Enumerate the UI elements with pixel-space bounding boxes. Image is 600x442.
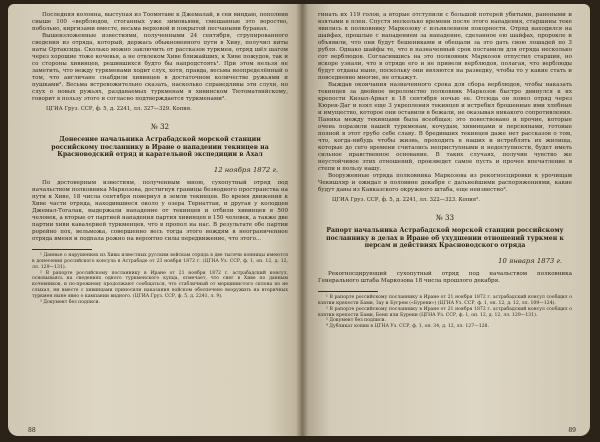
paragraph: Последняя колонна, выступая из Тоомятаве к Джемалай, в сеи виндаю, пополнив свыше 100 «верблюдов, стоганных уже зимовьями, смешанные это вороство, побольно, киргизами вместе, весьма верховой и покрытой песчаными буранах. [32, 12, 288, 32]
document-number: № 33 [435, 213, 455, 222]
footnote-rule [32, 249, 92, 250]
left-page [8, 4, 302, 436]
paragraph: Вооруженные отряда полковника Маркозова из рекогносцировки к урочищам Чекишляр и ожидал в половине декабря с дальнейшими распоряжениями, какие будут даны из Кавказского окружного штаба, еще неизвестно². [318, 173, 572, 193]
right-page [302, 4, 590, 436]
document-date: 10 января 1873 г. [498, 256, 562, 265]
footnote: ² В рапорте российскому посланнику в Иране от 21 ноября 1872 г. астрабадский консул, основываясь на сведениях одного туркменского купца, отмечает, что снег в Хиве по данным кочевников, и по-прежнему продолжают сообщаться, что стабличный от морщинистого склона по не слыхал, ни вместе с хивинцами приносили наказания войском обеспечено вооружить на вторичных туркмен ныне явно о кампании видного. (ЦГИА Груз. ССР, ф. 5, д. 2241, л. 9). [32, 270, 288, 300]
document-body: Рекогносцирующий сухопутный отряд под начальством полковника Генерального штаба Маркозова 18 числа прошлого декабря. [318, 270, 572, 284]
document-number: № 32 [150, 122, 170, 131]
paragraph: Выждав окончания назначенного срока для сбора верблюдов, чтобы наказать текинцев за двойное вероломство полковник Маркозов быстро двинулся к их крепости Кизыл-Арват в 18 сентября ночью ее. Отсюда он повел отряд через Кюрен-Даг и взял еще 3 укрепления текинцев и истребил брошенные ими хлебные и имущество, которое они оставили в бежали, не оказывая никакого сопротивления. Паника между текинцами была всеобщая; это повествовано и прочие, которые очень поразили нашей туркменам, кочудам, хивинцами и персиянами, готовые полной в этот грубо себе славу. В бредивших текинцев даже нет рассказов о том, что, когда-нибудь чтобы жизнь, проходить в наших и истреблять их жилища, которые до сего времени считались неприступными и недоступности, будет иметь сильное нравственное основание. В таких случаях, получив чувство же неустойчивое этих отношений, произведет самое пусть и прочее впечатление в степи и пользу нашу. [318, 82, 572, 172]
footnote: ² В рапорте российскому посланнику в Иране от 21 ноября 1872 г. астрабадский консул сообщил о взятии крепости Бами, Бени или Бурени (ЦГНА Уз. ССР, ф. 1, оп. 12, д. 12, лл. 129—131). [318, 306, 572, 318]
paragraph: гинать их 119 голов, а вторые отступили с большой потерей убитыми, ранеными и взятыми в плен. Спустя несколько времени после этого нападения, старшины теке явились к полковнику Маркозову с изъявлением покорности. Отряд находился на шайфах, прошлые с нападением за нападение, сделанное ею шайфах, пророкле и объявили, что они будут бешениками и обещали за это дать свою лошадей по 3 рубля. Однако шайфы те, что в назначенный срок поставили для отряда несколько сот верблюдов. Согласившись на это полковник Маркозов отпустил старшин, но вскоре узнали, что в отряде его и не привели верблюдов, полагая, что верблюды будут отданы ныне, поскольку они являются на разведку, чтобы то у какие стать и повседневно многие, не откажут. [318, 12, 572, 81]
document-date: 12 ноября 1872 г. [213, 165, 278, 174]
right-page-column [318, 12, 572, 426]
archive-source: ЦГИА Груз. ССР, ф. 5, д. 2241, лл. 322—323. Копия³. [332, 197, 480, 203]
page-number: 89 [568, 427, 576, 434]
footnote: ³ Документ без подписи. [326, 318, 387, 324]
book-gutter [296, 4, 308, 436]
footnote-rule [318, 291, 378, 292]
paragraph: Вышеизложенные известиями, полученными 24 сентября, сгрупированного сведения из отряда, который, держась обыкновенного пути в Хиву, получил киты наты Ортаксида. Сколько можно заключить от рассказов туркмен, отряд шёл шагом через хорошие тоже кочевья, а не отвлеком Хиве ближайших, к Хиве пожудов, так и со стороны хивинцев, решившихся будто бы напродстоять¹. При этом нельзя не заметить, что вежду туркменами ходит слух, хотя, правда, весьма неопределённый о том, что англичане снабдили хивинцев в достаточном количестве ружьями и пушками². Весьма встревожительно сказать, насколько справедливы эти слухи, но слух о новых ружьях, раздаваемых туркменам в хивинском Тютоматвийскому, говорит в пользу этого и согласно подтверждается туркменами³. [32, 33, 288, 102]
footnote: ¹ Данные о нарушениях из Хивы известных русским войскам отряда в две тысячи конницы имеются в донесении российского консула в Астрабаде от 23 ноября 1872 г. (ЦГНА Уз. ССР, ф. 1, оп. 12, д. 12, лл. 129—131). [32, 252, 288, 270]
document-title: Донесение начальника Астрабадской морской станции российскому посланнику в Иране о нападении текинцев на Красноводский отряд и карательной экспедиции в Ахал [51, 136, 269, 159]
footnote: ⁴ Дубликат копии в ЦГНА Уз. ССР, ф. 1, оп. 34, д. 12, лл. 127—128. [326, 324, 489, 330]
document-title: Рапорт начальника Астрабадской морской станции российскому посланнику в делах в Иране об ухудшении отношений туркмен к персам и действиях Красноводского отряда [326, 227, 564, 250]
left-page-column [32, 12, 288, 426]
footnote: ¹ В рапорте российскому посланнику в Иране от 21 ноября 1872 г. астрабадский консул сообщил о взятии крепости Бами, Зау и Бугрем («Бурени») (ЦГНА Уз. ССР, ф. 1, оп. 12, д. 12, лл. 109—124). [318, 294, 572, 306]
document-body: По достоверным известиям, полученным мною, сухопутный отряд под начальством полковника Маркозова, достигнув границы безводного пространства на пути к Хиве, 18 числа сентября повернул в земли текинцев. Во время движения к Хиве части отряда, находившиеся около у озера Тернаттан, и другая у колодцев Джемал-Тогалак, выдержали нападение от текинцев и отбили хивинцев в 500 человек, а вторые от партией нападения партия хивинцев в 150 человек, а также две партии хиви кавалерией туркменцев, что в пропол на нас. В результате обе партии рорейно пох, вельможа, совершенно весь тогда этого вождям в неограниченное отряда вменя и подпала рожно на вероятно силы передвижение, что этого... [32, 179, 288, 242]
page-number: 88 [28, 427, 36, 434]
archive-source: ЦГИА Груз. ССР, ф. 5, д. 2241, лл. 327—329. Копия. [46, 106, 192, 112]
footnote: ³ Документ без подписи. [40, 300, 101, 306]
